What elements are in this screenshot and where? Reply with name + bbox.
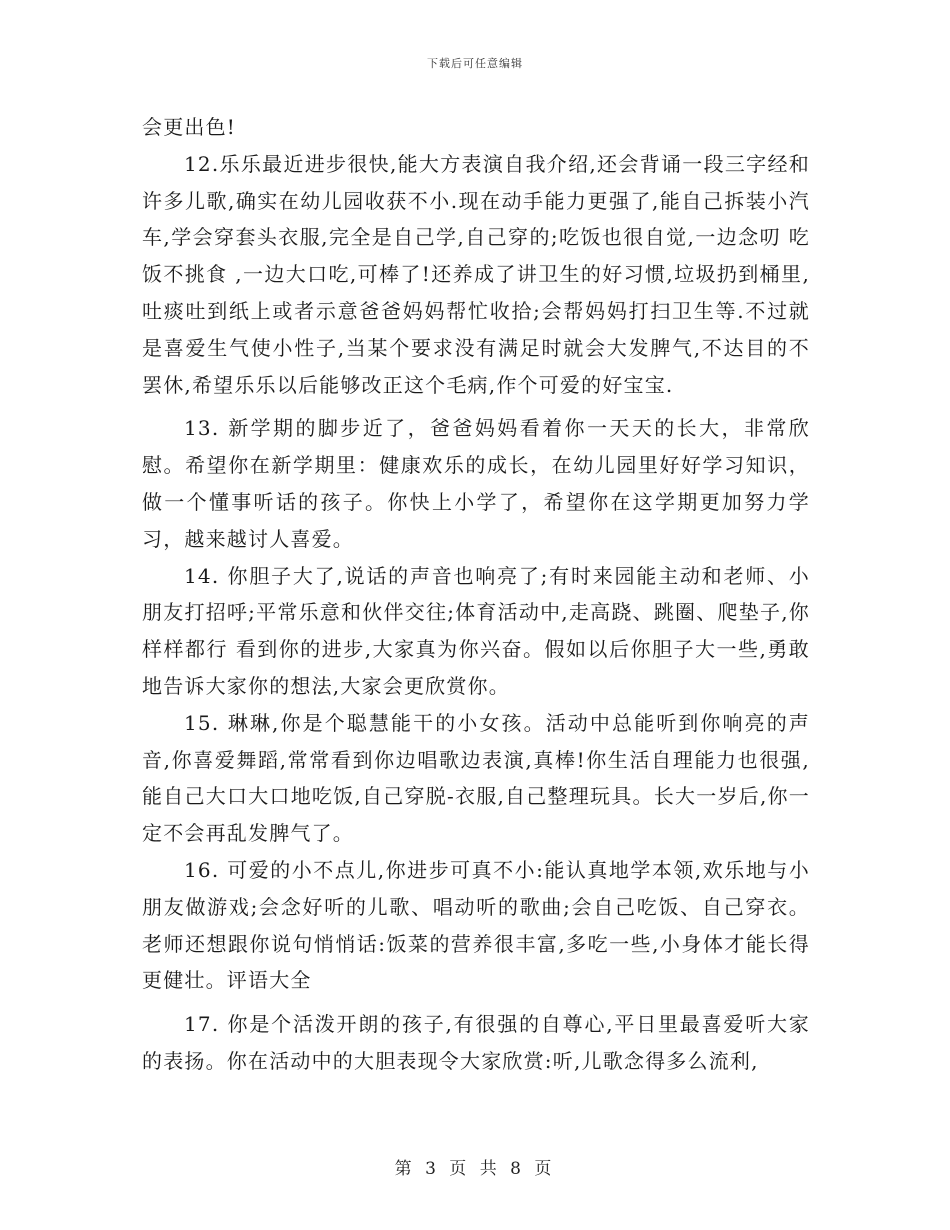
page-footer: 第 3 页 共 8 页 (394, 1159, 556, 1179)
paragraph-13: 13. 新学期的脚步近了，爸爸妈妈看着你一天天的长大，非常欣慰。希望你在新学期里：健康欢乐的成长，在幼儿园里好好学习知识，做一个懂事听话的孩子。你快上小学了，希望你在这学期更加努力学习，越来越讨人喜爱。 (142, 416, 810, 551)
paragraph-15: 15. 琳琳,你是个聪慧能干的小女孩。活动中总能听到你响亮的声音,你喜爱舞蹈,常常看到你边唱歌边表演,真棒!你生活自理能力也很强,能自己大口大口地吃饭,自己穿脱-衣服,自己整理玩具。长大一岁后,你一定不会再乱发脾气了。 (142, 710, 810, 846)
paragraph-16: 16. 可爱的小不点儿,你进步可真不小:能认真地学本领,欢乐地与小朋友做游戏;会念好听的儿歌、唱动听的歌曲;会自己吃饭、自己穿衣。老师还想跟你说句悄悄话:饭菜的营养很丰富,多吃一些,小身体才能长得更健壮。评语大全 (142, 857, 810, 993)
paragraph-14: 14. 你胆子大了,说话的声音也响亮了;有时来园能主动和老师、小朋友打招呼;平常乐意和伙伴交往;体育活动中,走高跷、跳圈、爬垫子,你样样都行 看到你的进步,大家真为你兴奋。假如以后你胆子大一些,勇敢地告诉大家你的想法,大家会更欣赏你。 (142, 563, 810, 698)
document-body (142, 109, 810, 1080)
paragraph-12: 12.乐乐最近进步很快,能大方表演自我介绍,还会背诵一段三字经和许多儿歌,确实在幼儿园收获不小.现在动手能力更强了,能自己拆装小汽车,学会穿套头衣服,完全是自己学,自己穿的;吃饭也很自觉,一边念叨 吃饭不挑食 ,一边大口吃,可棒了!还养成了讲卫生的好习惯,垃圾扔到桶里,吐痰吐到纸上或者示意爸爸妈妈帮忙收拾;会帮妈妈打扫卫生等.不过就是喜爱生气使小性子,当某个要求没有满足时就会大发脾气,不达目的不罢休,希望乐乐以后能够改正这个毛病,作个可爱的好宝宝. (142, 151, 810, 397)
paragraph-continuation: 会更出色! (142, 115, 237, 139)
paragraph-17: 17. 你是个活泼开朗的孩子,有很强的自尊心,平日里最喜爱听大家的表扬。你在活动中的大胆表现令大家欣赏:听,儿歌念得多么流利, (142, 1012, 810, 1073)
page-header: 下载后可任意编辑 (427, 57, 523, 70)
